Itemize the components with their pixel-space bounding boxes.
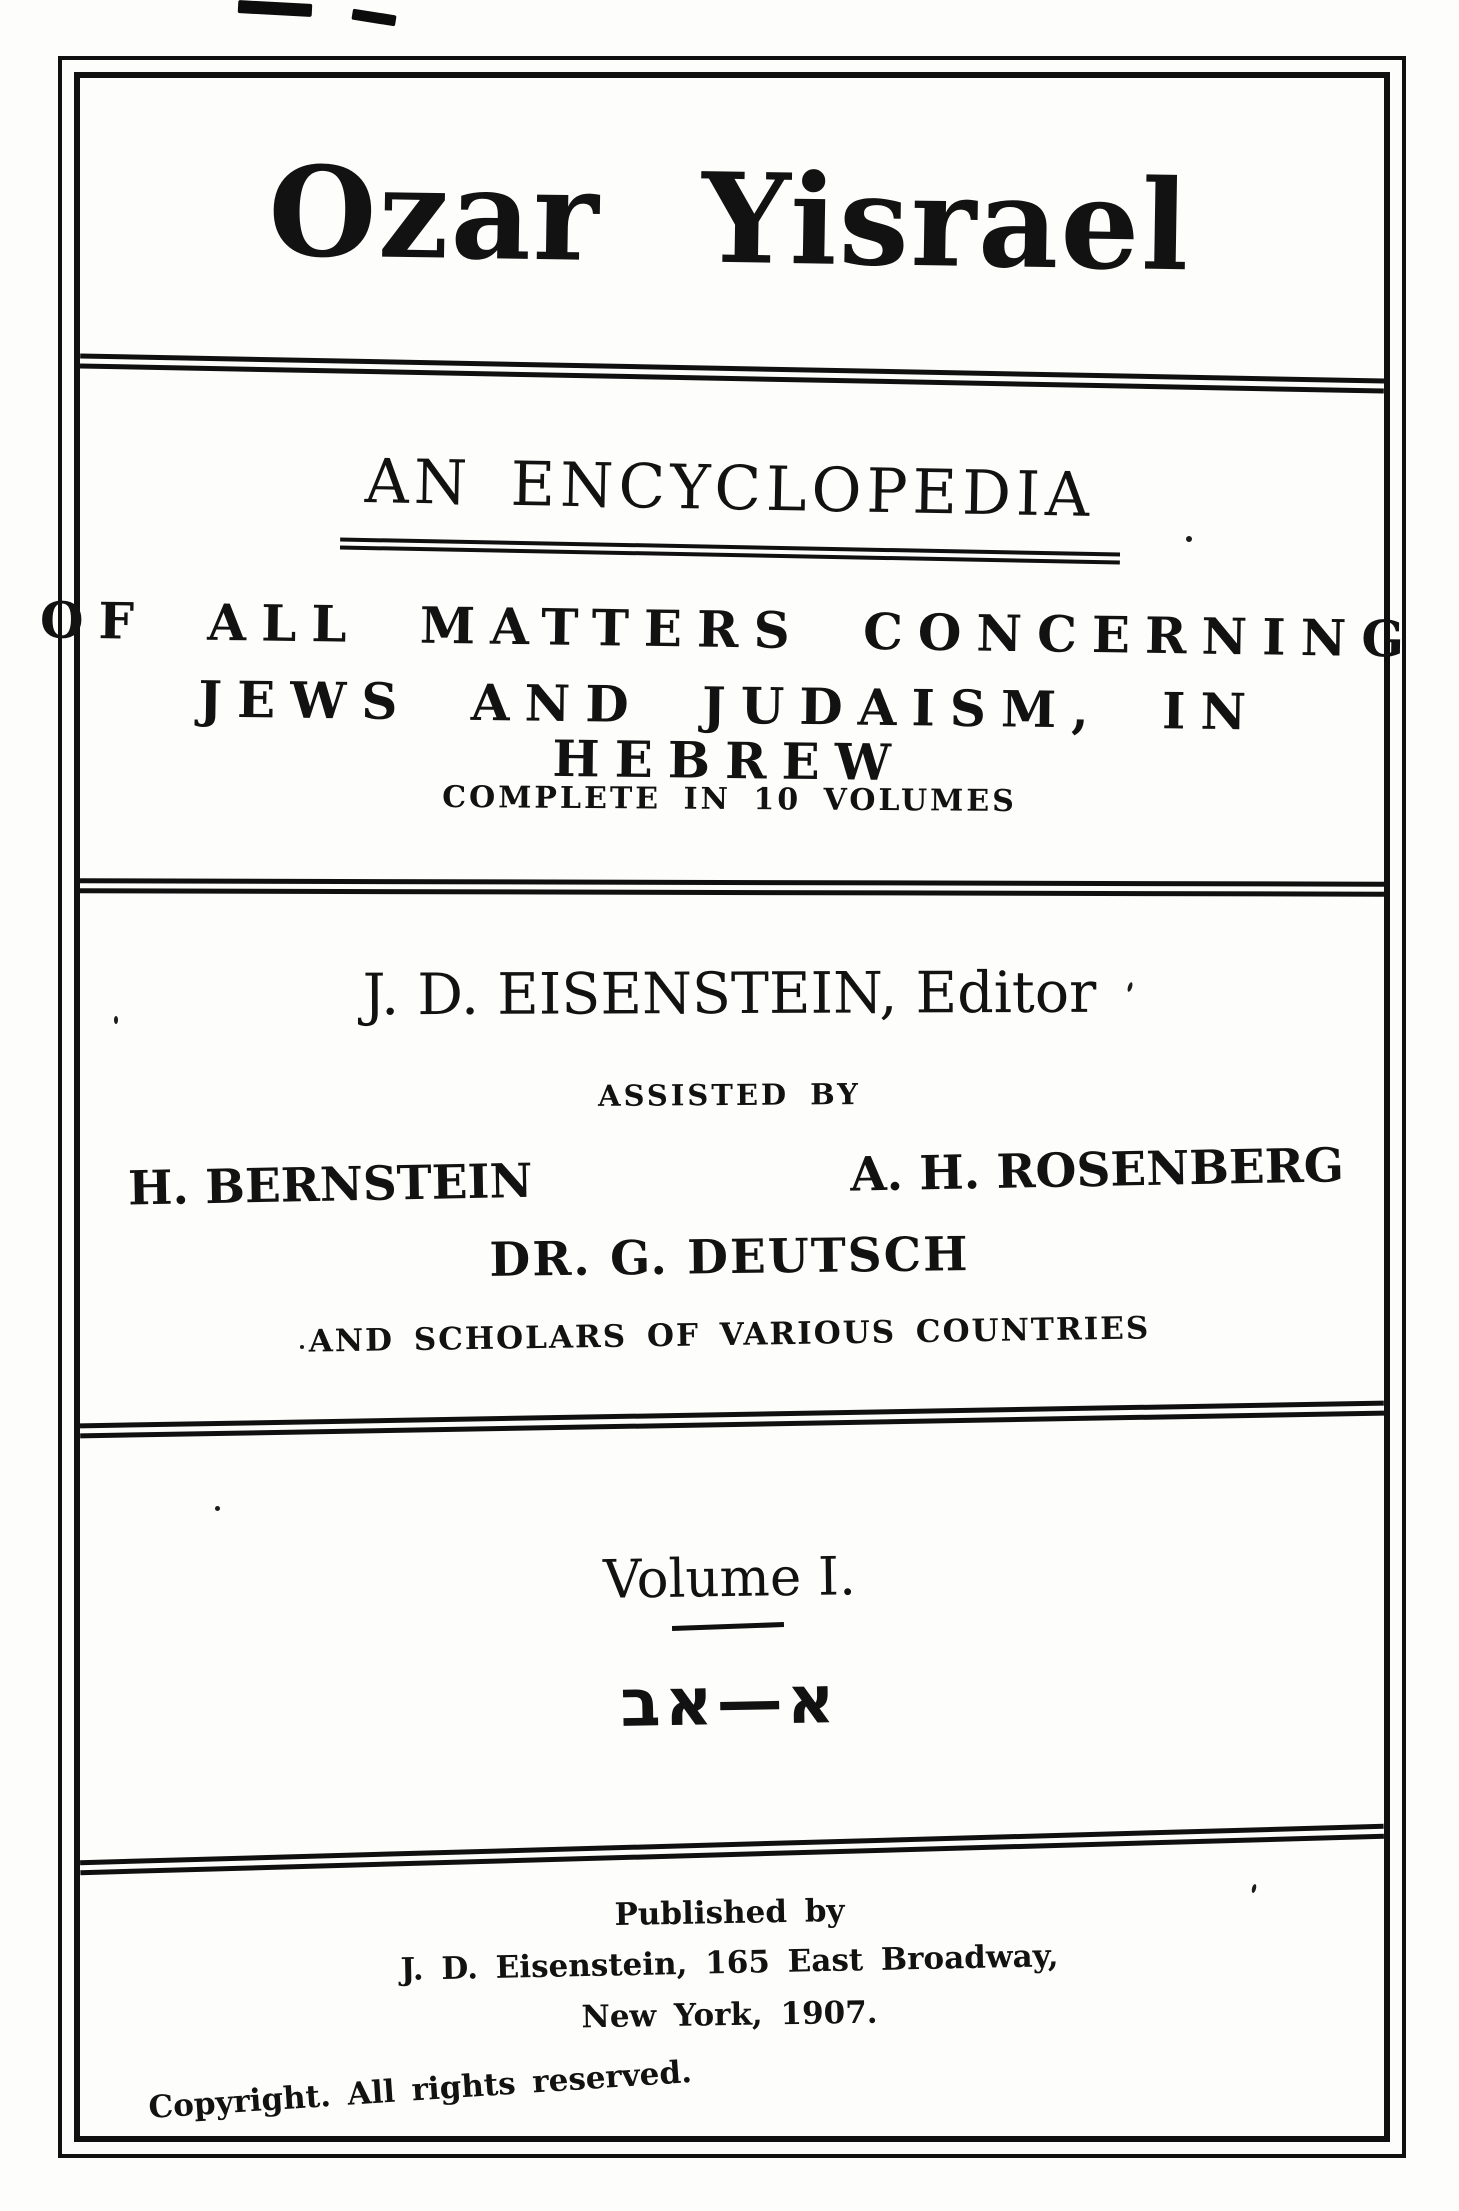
scholars-note: AND SCHOLARS OF VARIOUS COUNTRIES <box>308 1310 1151 1360</box>
scope-line-1: OF ALL MATTERS CONCERNING <box>39 590 1420 669</box>
assisted-by-label: ASSISTED BY <box>597 1077 862 1113</box>
volume-label: Volume I. <box>602 1546 857 1611</box>
assistant-name-center: DR. G. DEUTSCH <box>489 1227 970 1288</box>
scope-line-2: JEWS AND JUDAISM, IN HEBREW <box>198 669 1262 793</box>
publisher-address: J. D. Eisenstein, 165 East Broadway, <box>400 1938 1059 1988</box>
scan-ink-mark <box>238 0 313 17</box>
copyright-notice: Copyright. All rights reserved. <box>147 2054 693 2126</box>
book-title: Ozar Yisrael <box>267 139 1192 300</box>
assistant-name-right: A. H. ROSENBERG <box>849 1138 1345 1203</box>
hebrew-volume-range: א—אב <box>619 1661 840 1742</box>
published-by-label: Published by <box>614 1892 845 1934</box>
encyclopedia-heading: AN ENCYCLOPEDIA <box>364 446 1095 531</box>
assistant-name-left: H. BERNSTEIN <box>127 1153 533 1217</box>
editor-name: J. D. EISENSTEIN, Editor <box>362 959 1097 1029</box>
publisher-city-year: New York, 1907. <box>581 1994 878 2036</box>
scan-ink-mark <box>351 9 396 27</box>
volumes-note: COMPLETE IN 10 VOLUMES <box>442 779 1017 820</box>
